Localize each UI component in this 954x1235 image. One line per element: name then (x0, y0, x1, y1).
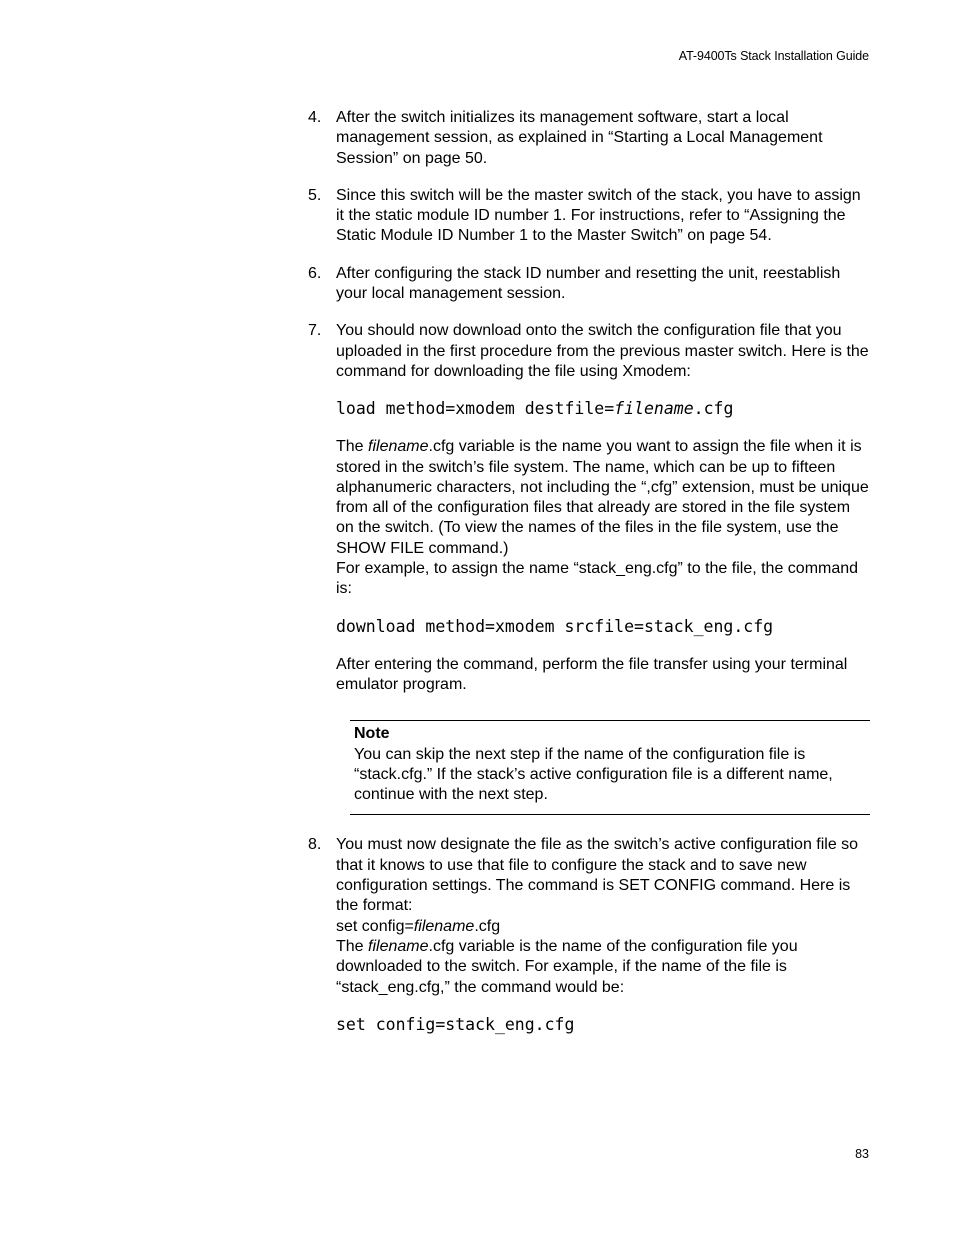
running-header: AT-9400Ts Stack Installation Guide (678, 49, 869, 63)
example-text: For example, to assign the name “stack_eng.cfg” to the file, the command is: (336, 560, 859, 598)
note-title: Note (354, 725, 390, 743)
page-number: 83 (855, 1147, 869, 1161)
transfer-text: After entering the command, perform the file transfer using your terminal emulator program. (336, 655, 848, 693)
step-text: You should now download onto the switch the configuration file that you uploaded in the first procedure from the previous master switch. Here is the command for downloading the file using Xmodem: (336, 322, 869, 380)
step-text: After the switch initializes its management software, start a local management session, as explained in “Starting a Local Management Session” on page 50. (336, 109, 823, 167)
step-number: 7. (308, 322, 322, 340)
note-text: You can skip the next step if the name of the configuration file is “stack.cfg.” If the stack’s active configuration file is a different name, continue with the next step. (354, 745, 833, 804)
page-body (308, 108, 870, 1053)
filename-explanation: The filename.cfg variable is the name of the configuration file you downloaded to the switch. For example, if the name of the file is “stack_eng.cfg,” the command would be: (336, 937, 798, 996)
step-number: 6. (308, 264, 322, 282)
step-text: After configuring the stack ID number and resetting the unit, reestablish your local management session. (336, 264, 841, 303)
step-4 (308, 108, 870, 169)
code-download-command: download method=xmodem srcfile=stack_eng.cfg (336, 616, 774, 636)
step-number: 5. (308, 186, 322, 204)
code-load-command: load method=xmodem destfile=filename.cfg (336, 399, 734, 419)
note-box (350, 720, 870, 815)
step-number: 8. (308, 836, 322, 854)
code-set-config-command: set config=stack_eng.cfg (336, 1014, 575, 1034)
step-text: Since this switch will be the master switch of the stack, you have to assign it the static module ID number 1. For instructions, refer to “Assigning the Static Module ID Number 1 to the Master Switch” on page 54. (336, 186, 861, 245)
set-config-format: set config=filename.cfg (336, 917, 501, 935)
step-5 (308, 186, 870, 247)
step-7 (308, 321, 870, 815)
step-number: 4. (308, 109, 322, 126)
step-8 (308, 835, 870, 1052)
step-text: You must now designate the file as the switch’s active configuration file so that it knows to use that file to configure the stack and to save new configuration settings. The command is SET CONFIG command. Here is the format: (336, 836, 859, 915)
filename-explanation: The filename.cfg variable is the name you want to assign the file when it is stored in the switch’s file system. The name, which can be up to fifteen alphanumeric characters, not including the “,cfg” extension, must be unique from all of the configuration files that already are stored in the file system on the switch. (To view the names of the files in the file system, use the SHOW FILE command.) (336, 438, 869, 557)
step-6 (308, 264, 870, 305)
